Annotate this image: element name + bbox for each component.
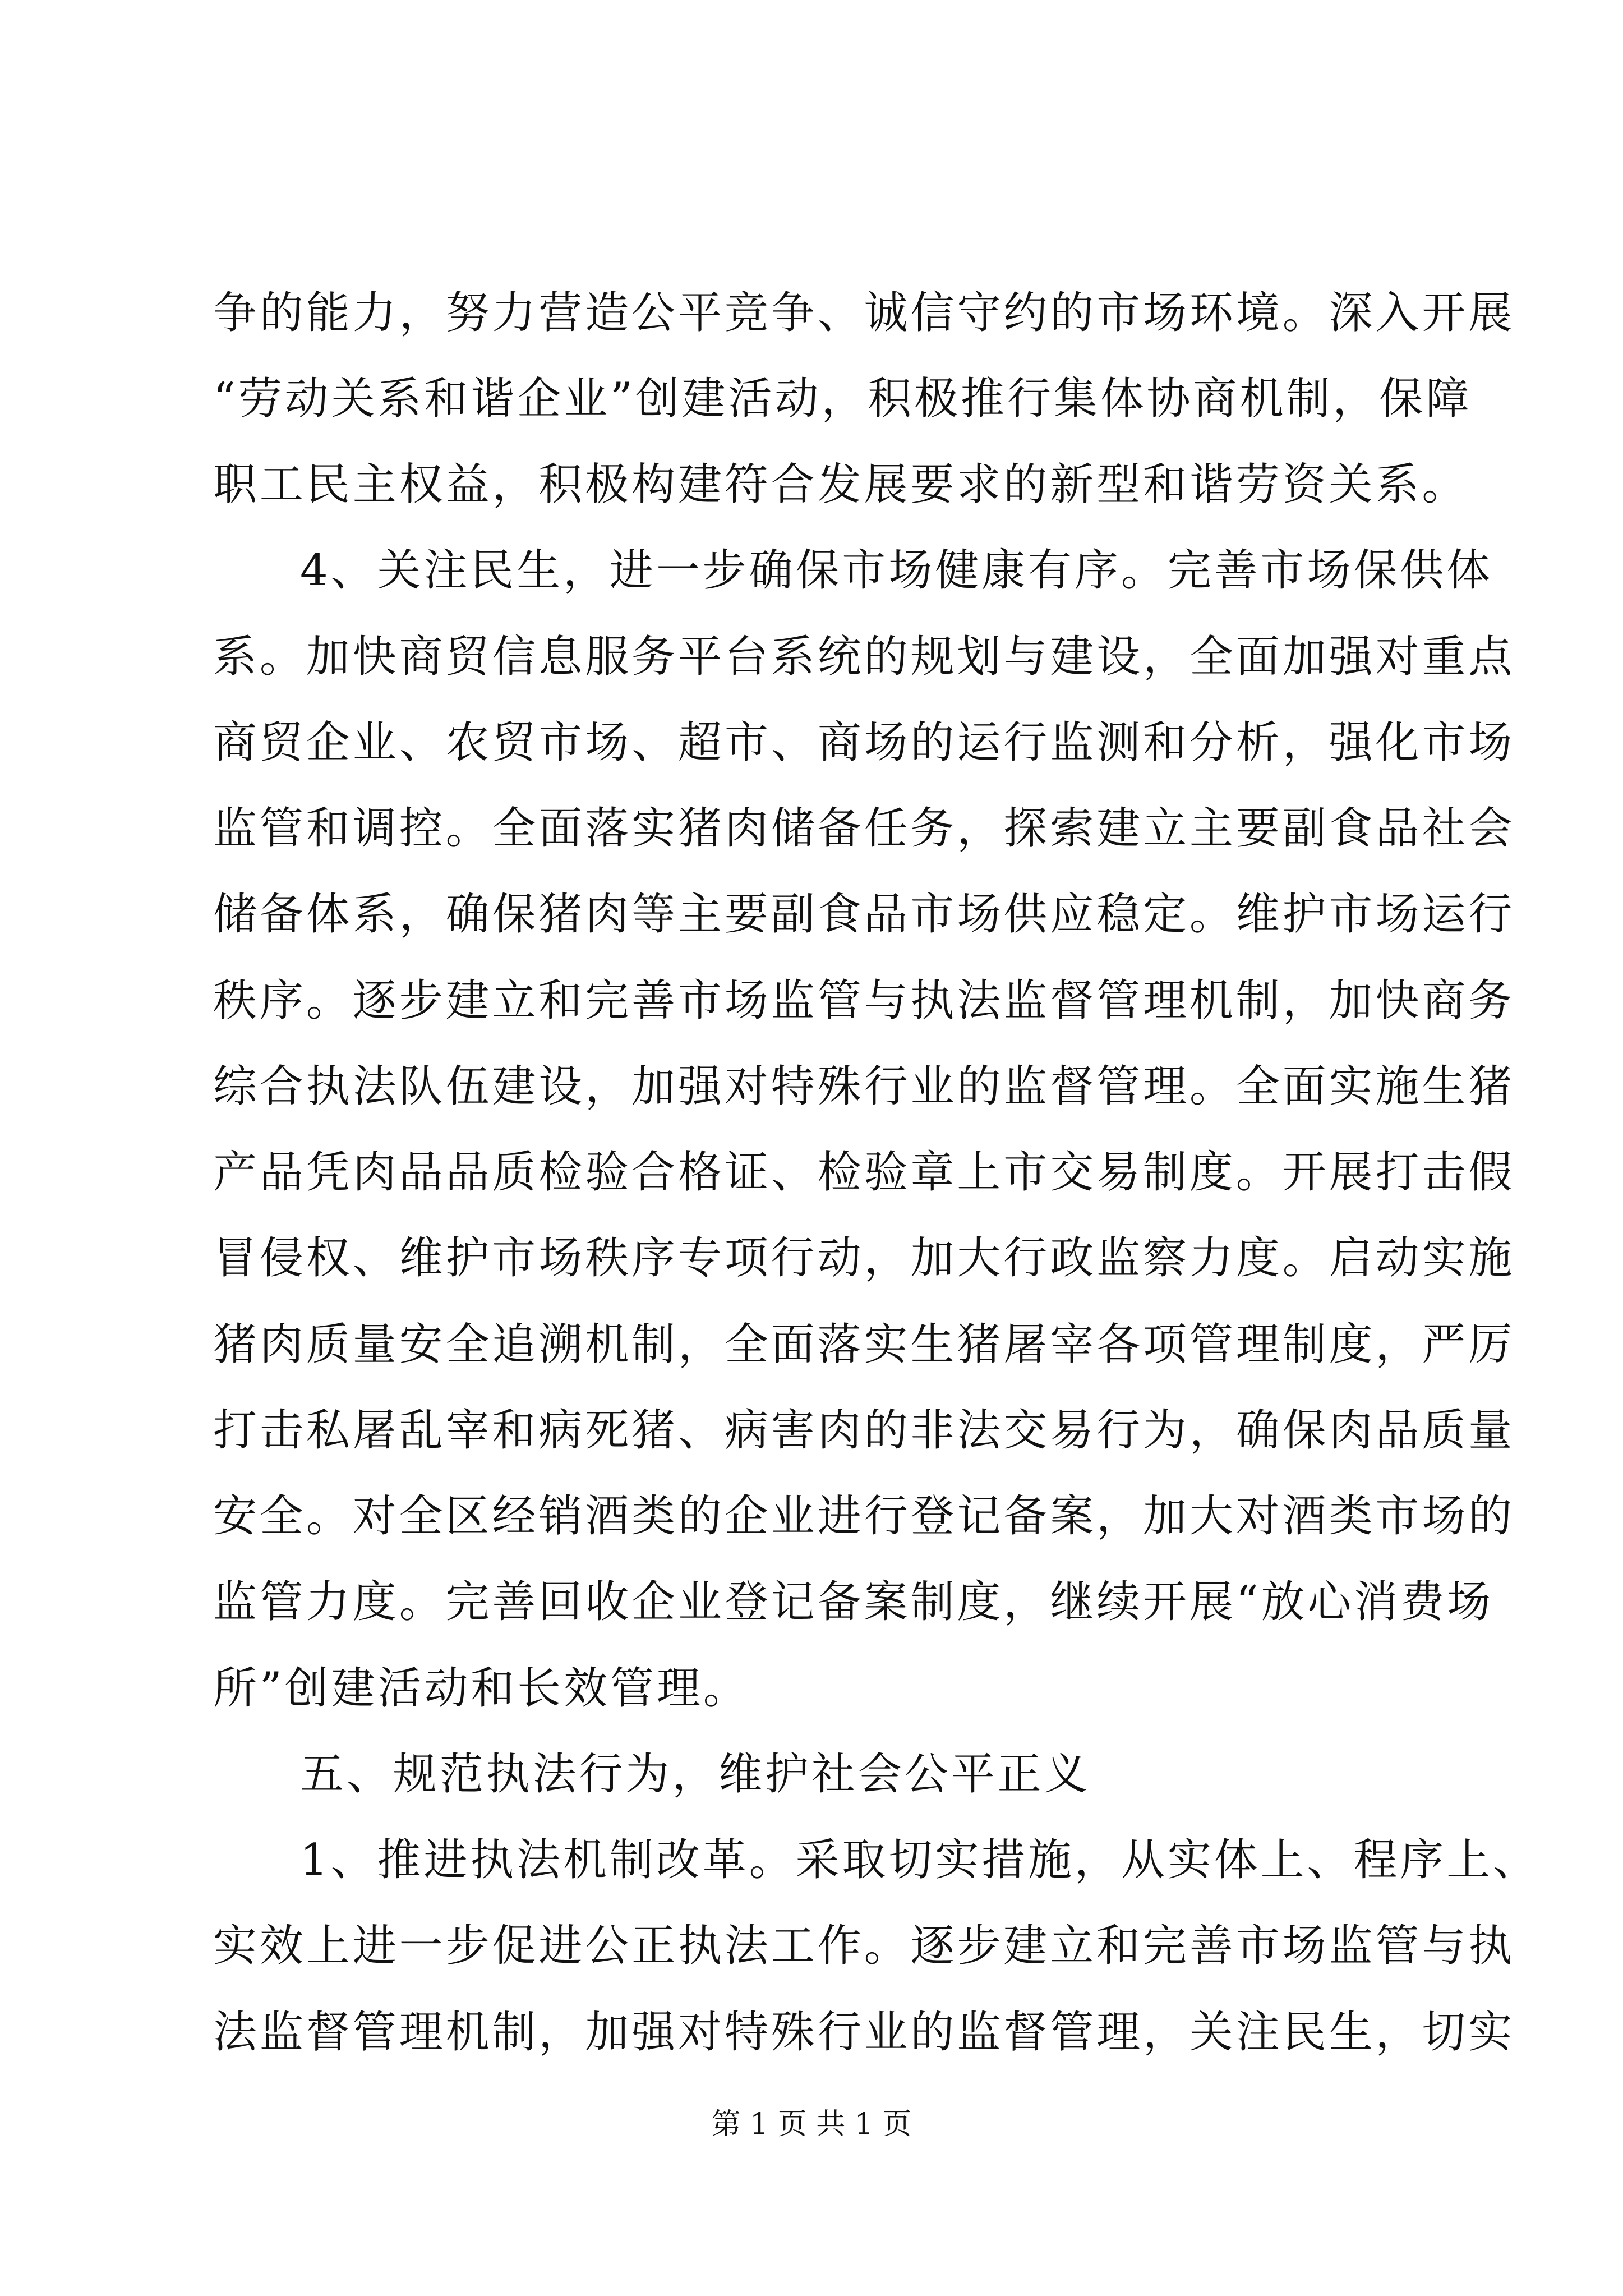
body-text-line: 产品凭肉品品质检验合格证、检验章上市交易制度。开展打击假 (213, 1147, 1515, 1198)
body-text-line: 冒侵权、维护市场秩序专项行动，加大行政监察力度。启动实施 (213, 1233, 1515, 1283)
body-text-line: 法监督管理机制，加强对特殊行业的监督管理，关注民生，切实 (213, 2007, 1515, 2058)
body-text-line: 商贸企业、农贸市场、超市、商场的运行监测和分析，强化市场 (213, 717, 1515, 768)
body-text-line: 综合执法队伍建设，加强对特殊行业的监督管理。全面实施生猪 (213, 1061, 1515, 1112)
body-text-line: 4、关注民生，进一步确保市场健康有序。完善市场保供体 (300, 545, 1493, 596)
body-text-line: 监管力度。完善回收企业登记备案制度，继续开展“放心消费场 (213, 1577, 1494, 1627)
body-text-line: 实效上进一步促进公正执法工作。逐步建立和完善市场监管与执 (213, 1921, 1515, 1971)
body-text-line: 监管和调控。全面落实猪肉储备任务，探索建立主要副食品社会 (213, 803, 1515, 854)
body-text-line: 系。加快商贸信息服务平台系统的规划与建设，全面加强对重点 (213, 632, 1515, 682)
body-text-line: 安全。对全区经销酒类的企业进行登记备案，加大对酒类市场的 (213, 1491, 1515, 1542)
body-text-line: 1、推进执法机制改革。采取切实措施，从实体上、程序上、 (300, 1835, 1539, 1885)
section-heading: 五、规范执法行为，维护社会公平正义 (300, 1749, 1091, 1800)
body-text-line: 打击私屠乱宰和病死猪、病害肉的非法交易行为，确保肉品质量 (213, 1405, 1515, 1456)
body-text-line: 储备体系，确保猪肉等主要副食品市场供应稳定。维护市场运行 (213, 889, 1515, 940)
body-text-line: 所”创建活动和长效管理。 (213, 1663, 750, 1714)
body-text-line: “劳动关系和谐企业”创建活动，积极推行集体协商机制，保障 (213, 374, 1472, 424)
body-text-line: 争的能力，努力营造公平竞争、诚信守约的市场环境。深入开展 (213, 288, 1515, 338)
page-footer: 第 1 页 共 1 页 (711, 2108, 912, 2141)
body-text-line: 猪肉质量安全追溯机制，全面落实生猪屠宰各项管理制度，严厉 (213, 1319, 1515, 1370)
body-text-line: 秩序。逐步建立和完善市场监管与执法监督管理机制，加快商务 (213, 976, 1515, 1026)
body-text-line: 职工民主权益，积极构建符合发展要求的新型和谐劳资关系。 (213, 459, 1469, 510)
